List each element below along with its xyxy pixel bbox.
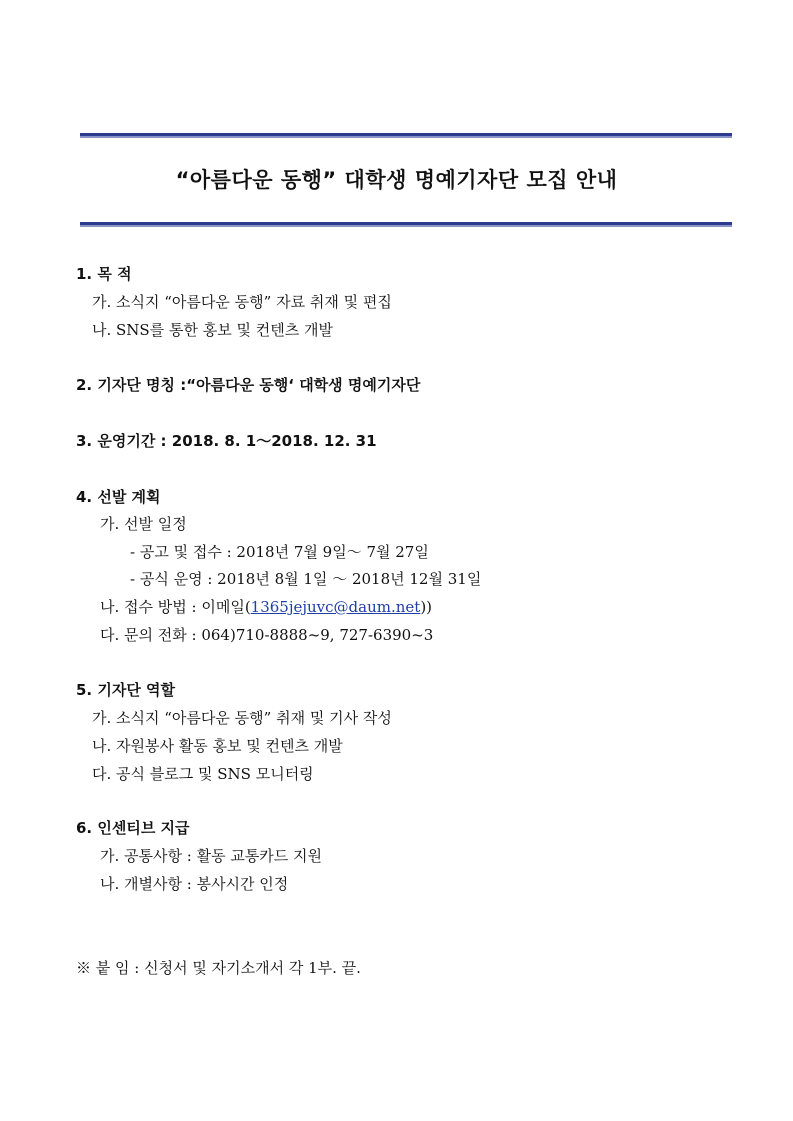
contact-phone: 다. 문의 전화 : 064)710-8888~9, 727-6390~3 <box>100 626 434 644</box>
schedule-label: 가. 선발 일정 <box>100 515 187 533</box>
purpose-item: 가. 소식지 “아름다운 동행” 자료 취재 및 편집 <box>92 293 392 311</box>
role-item: 가. 소식지 “아름다운 동행” 취재 및 기사 작성 <box>92 709 392 727</box>
section-selection-heading: 4. 선발 계획 <box>76 488 161 506</box>
section-period-heading: 3. 운영기간 : 2018. 8. 1～2018. 12. 31 <box>76 432 377 450</box>
role-item: 다. 공식 블로그 및 SNS 모니터링 <box>92 765 314 783</box>
method-prefix: 나. 접수 방법 : 이메일( <box>100 598 251 616</box>
schedule-item: - 공고 및 접수 : 2018년 7월 9일～ 7월 27일 <box>130 543 429 561</box>
email-link[interactable]: 1365jejuvc@daum.net <box>250 598 421 616</box>
incentive-item: 나. 개별사항 : 봉사시간 인정 <box>100 875 289 893</box>
attachment-note: ※ 붙 임 : 신청서 및 자기소개서 각 1부. 끝. <box>76 959 361 977</box>
top-divider <box>80 133 732 136</box>
bottom-divider <box>80 222 732 225</box>
section-incentive-heading: 6. 인센티브 지급 <box>76 819 190 837</box>
purpose-item: 나. SNS를 통한 홍보 및 컨텐츠 개발 <box>92 321 333 339</box>
section-name-heading: 2. 기자단 명칭 :“아름다운 동행‘ 대학생 명예기자단 <box>76 376 421 394</box>
section-roles-heading: 5. 기자단 역할 <box>76 681 176 699</box>
schedule-item: - 공식 운영 : 2018년 8월 1일 ～ 2018년 12월 31일 <box>130 570 482 588</box>
incentive-item: 가. 공통사항 : 활동 교통카드 지원 <box>100 847 323 865</box>
submission-method <box>100 597 432 617</box>
page-title: “아름다운 동행” 대학생 명예기자단 모집 안내 <box>175 168 618 192</box>
method-suffix: )) <box>420 598 433 616</box>
role-item: 나. 자원봉사 활동 홍보 및 컨텐츠 개발 <box>92 737 343 755</box>
section-purpose-heading: 1. 목 적 <box>76 265 132 283</box>
